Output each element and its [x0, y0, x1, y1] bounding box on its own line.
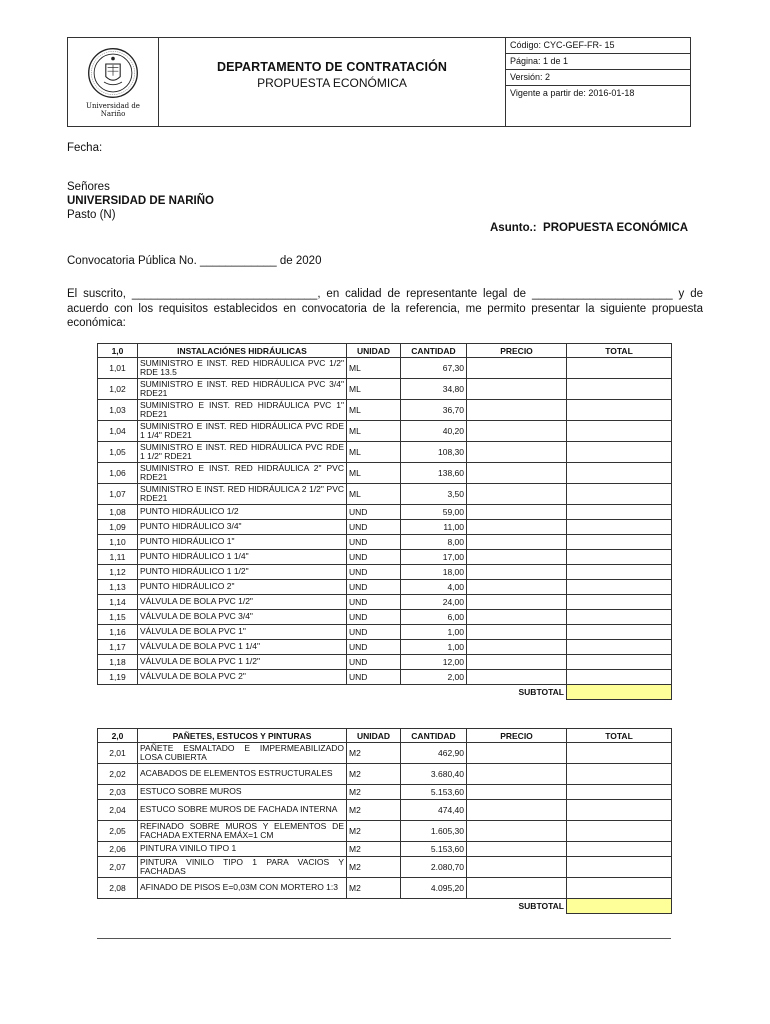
col-unit: UNIDAD	[347, 729, 401, 743]
item-description: SUMINISTRO E INST. RED HIDRÁULICA PVC 1/2" RDE 13.5	[138, 358, 347, 379]
item-description: PUNTO HIDRÁULICO 1"	[138, 535, 347, 550]
total-field[interactable]	[567, 800, 672, 821]
item-quantity: 67,30	[401, 358, 467, 379]
item-quantity: 5.153,60	[401, 785, 467, 800]
item-description: VÁLVULA DE BOLA PVC 1"	[138, 625, 347, 640]
col-item-number: 2,0	[98, 729, 138, 743]
col-quantity: CANTIDAD	[401, 729, 467, 743]
item-quantity: 3,50	[401, 484, 467, 505]
item-description: PUNTO HIDRÁULICO 2"	[138, 580, 347, 595]
hydraulic-installations-table	[97, 343, 672, 700]
price-field[interactable]	[467, 670, 567, 685]
total-field[interactable]	[567, 764, 672, 785]
table-row	[98, 379, 672, 400]
item-quantity: 1,00	[401, 625, 467, 640]
item-number: 1,10	[98, 535, 138, 550]
subject-label: Asunto.:	[490, 222, 537, 234]
item-description: ESTUCO SOBRE MUROS DE FACHADA INTERNA	[138, 800, 347, 821]
item-number: 1,09	[98, 520, 138, 535]
item-quantity: 12,00	[401, 655, 467, 670]
item-unit: UND	[347, 655, 401, 670]
item-quantity: 1,00	[401, 640, 467, 655]
item-description: VÁLVULA DE BOLA PVC 1 1/4"	[138, 640, 347, 655]
total-field[interactable]	[567, 400, 672, 421]
item-unit: UND	[347, 610, 401, 625]
item-number: 1,08	[98, 505, 138, 520]
document-code: Código: CYC-GEF-FR- 15	[506, 38, 690, 54]
item-unit: M2	[347, 800, 401, 821]
price-field[interactable]	[467, 442, 567, 463]
item-number: 2,08	[98, 878, 138, 899]
total-field[interactable]	[567, 625, 672, 640]
item-number: 2,05	[98, 821, 138, 842]
item-quantity: 138,60	[401, 463, 467, 484]
price-field[interactable]	[467, 580, 567, 595]
item-number: 1,17	[98, 640, 138, 655]
item-quantity: 4,00	[401, 580, 467, 595]
total-field[interactable]	[567, 640, 672, 655]
total-field[interactable]	[567, 505, 672, 520]
price-field[interactable]	[467, 505, 567, 520]
item-quantity: 36,70	[401, 400, 467, 421]
item-number: 2,02	[98, 764, 138, 785]
item-quantity: 1.605,30	[401, 821, 467, 842]
total-field[interactable]	[567, 442, 672, 463]
call-number: Convocatoria Pública No. ____________ de 2020	[67, 255, 322, 267]
item-description: REFINADO SOBRE MUROS Y ELEMENTOS DE FACHADA EXTERNA EMÁX=1 CM	[138, 821, 347, 842]
total-field[interactable]	[567, 610, 672, 625]
item-description: ESTUCO SOBRE MUROS	[138, 785, 347, 800]
subtotal-label: SUBTOTAL	[518, 687, 564, 697]
item-unit: M2	[347, 764, 401, 785]
table-row	[98, 505, 672, 520]
document-version: Versión: 2	[506, 70, 690, 86]
item-quantity: 34,80	[401, 379, 467, 400]
col-unit: UNIDAD	[347, 344, 401, 358]
price-field[interactable]	[467, 463, 567, 484]
col-price: PRECIO	[467, 344, 567, 358]
table-row	[98, 842, 672, 857]
table-row	[98, 484, 672, 505]
table-row	[98, 400, 672, 421]
table-row	[98, 595, 672, 610]
item-unit: ML	[347, 400, 401, 421]
item-description: SUMINISTRO E INST. RED HIDRÁULICA 2 1/2" PVC RDE21	[138, 484, 347, 505]
item-description: VÁLVULA DE BOLA PVC 3/4"	[138, 610, 347, 625]
item-description: SUMINISTRO E INST. RED HIDRÁULICA PVC RDE 1 1/2" RDE21	[138, 442, 347, 463]
price-field[interactable]	[467, 379, 567, 400]
item-number: 1,07	[98, 484, 138, 505]
item-number: 1,14	[98, 595, 138, 610]
item-unit: UND	[347, 580, 401, 595]
item-description: PUNTO HIDRÁULICO 3/4"	[138, 520, 347, 535]
item-number: 1,11	[98, 550, 138, 565]
price-field[interactable]	[467, 595, 567, 610]
item-description: AFINADO DE PISOS E=0,03M CON MORTERO 1:3	[138, 878, 347, 899]
table-row	[98, 610, 672, 625]
item-number: 1,19	[98, 670, 138, 685]
price-field[interactable]	[467, 484, 567, 505]
document-subtitle: PROPUESTA ECONÓMICA	[257, 76, 407, 90]
item-unit: ML	[347, 442, 401, 463]
table-row	[98, 580, 672, 595]
item-description: PAÑETE ESMALTADO E IMPERMEABILIZADO LOSA CUBIERTA	[138, 743, 347, 764]
price-field[interactable]	[467, 535, 567, 550]
table-row	[98, 463, 672, 484]
item-quantity: 108,30	[401, 442, 467, 463]
total-field[interactable]	[567, 550, 672, 565]
item-unit: ML	[347, 358, 401, 379]
item-unit: M2	[347, 842, 401, 857]
subject-value: PROPUESTA ECONÓMICA	[543, 222, 689, 234]
col-description: INSTALACIÓNES HIDRÁULICAS	[138, 344, 347, 358]
table-row	[98, 640, 672, 655]
col-item-number: 1,0	[98, 344, 138, 358]
item-unit: ML	[347, 421, 401, 442]
subtotal-field[interactable]	[567, 685, 672, 700]
item-description: VÁLVULA DE BOLA PVC 2"	[138, 670, 347, 685]
item-unit: M2	[347, 785, 401, 800]
total-field[interactable]	[567, 535, 672, 550]
item-unit: UND	[347, 505, 401, 520]
table-row	[98, 358, 672, 379]
document-header	[67, 37, 691, 127]
col-total: TOTAL	[567, 729, 672, 743]
item-quantity: 8,00	[401, 535, 467, 550]
item-quantity: 5.153,60	[401, 842, 467, 857]
table-row	[98, 442, 672, 463]
table-row	[98, 800, 672, 821]
total-field[interactable]	[567, 358, 672, 379]
subtotal-label: SUBTOTAL	[518, 901, 564, 911]
university-logo	[68, 38, 159, 126]
item-unit: UND	[347, 670, 401, 685]
item-number: 2,04	[98, 800, 138, 821]
item-number: 1,18	[98, 655, 138, 670]
price-field[interactable]	[467, 857, 567, 878]
item-number: 1,05	[98, 442, 138, 463]
item-number: 1,15	[98, 610, 138, 625]
item-unit: M2	[347, 878, 401, 899]
total-field[interactable]	[567, 857, 672, 878]
item-number: 1,01	[98, 358, 138, 379]
table-row	[98, 520, 672, 535]
total-field[interactable]	[567, 421, 672, 442]
item-description: PUNTO HIDRÁULICO 1 1/4"	[138, 550, 347, 565]
salutation: Señores	[67, 181, 110, 193]
table-row	[98, 670, 672, 685]
table-row	[98, 625, 672, 640]
total-field[interactable]	[567, 580, 672, 595]
item-quantity: 474,40	[401, 800, 467, 821]
price-field[interactable]	[467, 842, 567, 857]
item-number: 1,13	[98, 580, 138, 595]
item-quantity: 18,00	[401, 565, 467, 580]
item-quantity: 17,00	[401, 550, 467, 565]
item-description: VÁLVULA DE BOLA PVC 1/2"	[138, 595, 347, 610]
item-unit: M2	[347, 821, 401, 842]
price-field[interactable]	[467, 764, 567, 785]
logo-text-line1: Universidad de	[86, 102, 140, 110]
price-field[interactable]	[467, 565, 567, 580]
item-number: 2,01	[98, 743, 138, 764]
document-control-box	[506, 38, 690, 126]
header-title-cell	[159, 38, 506, 126]
col-description: PAÑETES, ESTUCOS Y PINTURAS	[138, 729, 347, 743]
item-unit: ML	[347, 463, 401, 484]
item-number: 1,04	[98, 421, 138, 442]
item-number: 1,16	[98, 625, 138, 640]
seal-icon	[86, 46, 140, 100]
item-unit: ML	[347, 484, 401, 505]
table-row	[98, 878, 672, 899]
item-number: 1,02	[98, 379, 138, 400]
total-field[interactable]	[567, 743, 672, 764]
logo-text	[86, 102, 140, 118]
col-total: TOTAL	[567, 344, 672, 358]
table-row	[98, 550, 672, 565]
price-field[interactable]	[467, 821, 567, 842]
subtotal-field[interactable]	[567, 899, 672, 914]
item-quantity: 40,20	[401, 421, 467, 442]
item-number: 1,03	[98, 400, 138, 421]
total-field[interactable]	[567, 655, 672, 670]
total-field[interactable]	[567, 821, 672, 842]
item-quantity: 11,00	[401, 520, 467, 535]
item-quantity: 4.095,20	[401, 878, 467, 899]
total-field[interactable]	[567, 595, 672, 610]
item-number: 1,06	[98, 463, 138, 484]
price-field[interactable]	[467, 800, 567, 821]
total-field[interactable]	[567, 379, 672, 400]
item-quantity: 24,00	[401, 595, 467, 610]
price-field[interactable]	[467, 785, 567, 800]
item-unit: ML	[347, 379, 401, 400]
department-title: DEPARTAMENTO DE CONTRATACIÓN	[216, 60, 448, 74]
recipient-city: Pasto (N)	[67, 209, 116, 221]
item-unit: M2	[347, 743, 401, 764]
subject-line	[490, 222, 688, 234]
item-description: SUMINISTRO E INST. RED HIDRÁULICA PVC 3/4" RDE21	[138, 379, 347, 400]
item-quantity: 59,00	[401, 505, 467, 520]
total-field[interactable]	[567, 842, 672, 857]
col-price: PRECIO	[467, 729, 567, 743]
table-row	[98, 421, 672, 442]
item-number: 2,07	[98, 857, 138, 878]
bottom-divider	[97, 938, 671, 939]
item-quantity: 462,90	[401, 743, 467, 764]
price-field[interactable]	[467, 640, 567, 655]
price-field[interactable]	[467, 421, 567, 442]
item-unit: UND	[347, 565, 401, 580]
recipient-entity: UNIVERSIDAD DE NARIÑO	[67, 195, 214, 207]
price-field[interactable]	[467, 878, 567, 899]
price-field[interactable]	[467, 625, 567, 640]
total-field[interactable]	[567, 670, 672, 685]
item-unit: UND	[347, 550, 401, 565]
item-description: PINTURA VINILO TIPO 1	[138, 842, 347, 857]
item-description: SUMINISTRO E INST. RED HIDRÁULICA PVC RDE 1 1/4" RDE21	[138, 421, 347, 442]
item-quantity: 3.680,40	[401, 764, 467, 785]
total-field[interactable]	[567, 785, 672, 800]
item-description: SUMINISTRO E INST. RED HIDRÁULICA PVC 1" RDE21	[138, 400, 347, 421]
table-row	[98, 743, 672, 764]
item-number: 2,03	[98, 785, 138, 800]
item-description: ACABADOS DE ELEMENTOS ESTRUCTURALES	[138, 764, 347, 785]
logo-text-line2: Nariño	[100, 110, 126, 118]
price-field[interactable]	[467, 610, 567, 625]
item-quantity: 2,00	[401, 670, 467, 685]
page-number: Página: 1 de 1	[506, 54, 690, 70]
item-description: SUMINISTRO E INST. RED HIDRÁULICA 2" PVC RDE21	[138, 463, 347, 484]
price-field[interactable]	[467, 400, 567, 421]
price-field[interactable]	[467, 358, 567, 379]
item-unit: UND	[347, 640, 401, 655]
table-row	[98, 857, 672, 878]
item-description: PUNTO HIDRÁULICO 1/2	[138, 505, 347, 520]
price-field[interactable]	[467, 743, 567, 764]
table-row	[98, 785, 672, 800]
intro-paragraph: El suscrito, _____________________________, en calidad de representante legal de ______________________ y de acuerdo con los requisitos establecidos en convocatoria de la referencia, me permito presentar la siguiente propuesta económica:	[67, 288, 703, 329]
date-label: Fecha:	[67, 142, 103, 154]
item-quantity: 2.080,70	[401, 857, 467, 878]
col-quantity: CANTIDAD	[401, 344, 467, 358]
table-row	[98, 764, 672, 785]
total-field[interactable]	[567, 565, 672, 580]
table-row	[98, 535, 672, 550]
item-description: PUNTO HIDRÁULICO 1 1/2"	[138, 565, 347, 580]
item-description: PINTURA VINILO TIPO 1 PARA VACIOS Y FACHADAS	[138, 857, 347, 878]
total-field[interactable]	[567, 878, 672, 899]
item-unit: UND	[347, 595, 401, 610]
item-number: 2,06	[98, 842, 138, 857]
plaster-paint-table	[97, 728, 672, 914]
price-field[interactable]	[467, 655, 567, 670]
table-row	[98, 565, 672, 580]
price-field[interactable]	[467, 550, 567, 565]
price-field[interactable]	[467, 520, 567, 535]
table-row	[98, 655, 672, 670]
total-field[interactable]	[567, 463, 672, 484]
total-field[interactable]	[567, 520, 672, 535]
item-unit: UND	[347, 535, 401, 550]
total-field[interactable]	[567, 484, 672, 505]
item-unit: UND	[347, 520, 401, 535]
item-unit: M2	[347, 857, 401, 878]
item-unit: UND	[347, 625, 401, 640]
item-quantity: 6,00	[401, 610, 467, 625]
item-description: VÁLVULA DE BOLA PVC 1 1/2"	[138, 655, 347, 670]
effective-date: Vigente a partir de: 2016-01-18	[510, 88, 635, 98]
table-row	[98, 821, 672, 842]
item-number: 1,12	[98, 565, 138, 580]
